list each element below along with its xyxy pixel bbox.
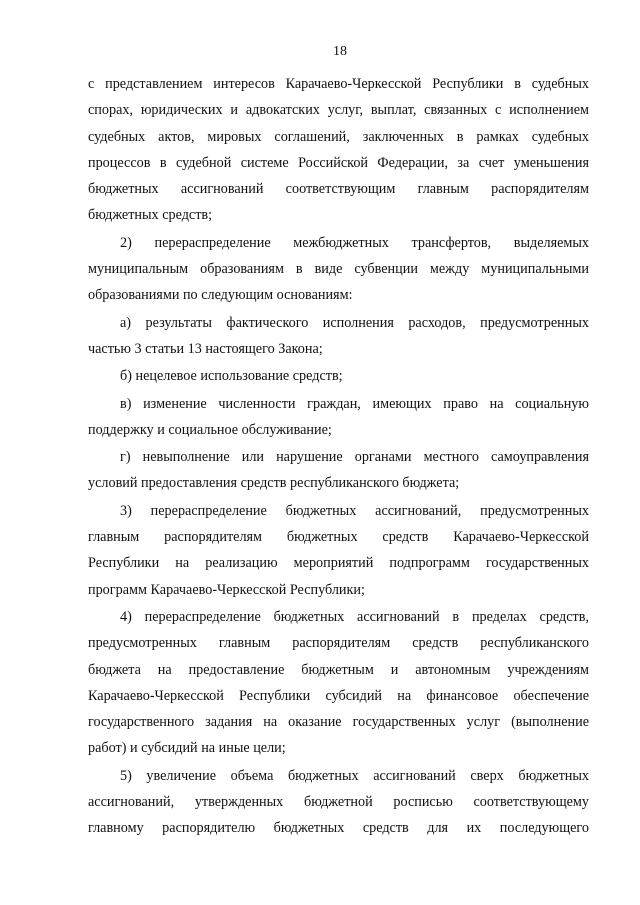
text-line: судебных актов, мировых соглашений, заключенных в рамках судебных: [88, 128, 589, 145]
text-line: в) изменение численности граждан, имеющих право на социальную: [120, 395, 589, 412]
text-line: главному распорядителю бюджетных средств для их последующего: [88, 820, 589, 837]
text-line: 4) перераспределение бюджетных ассигнований в пределах средств,: [120, 608, 589, 625]
text-line: бюджета на предоставление бюджетным и автономным учреждениям: [88, 661, 589, 678]
paragraph-item-5: [88, 763, 589, 842]
text-line: бюджетных ассигнований соответствующим главным распорядителям: [88, 181, 589, 198]
text-line: с представлением интересов Карачаево-Черкесской Республики в судебных: [88, 76, 589, 92]
paragraph-item-3: [88, 498, 589, 603]
text-line: условий предоставления средств республиканского бюджета;: [88, 475, 460, 492]
paragraph-item-2b: [88, 363, 589, 389]
text-line: 3) перераспределение бюджетных ассигнований, предусмотренных: [120, 502, 589, 519]
text-line: частью 3 статьи 13 настоящего Закона;: [88, 340, 323, 357]
text-line: ассигнований, утвержденных бюджетной росписью соответствующему: [88, 794, 589, 811]
text-line: г) невыполнение или нарушение органами местного самоуправления: [120, 449, 589, 466]
text-line: а) результаты фактического исполнения расходов, предусмотренных: [120, 314, 589, 331]
text-line: спорах, юридических и адвокатских услуг, выплат, связанных с исполнением: [88, 102, 589, 119]
text-line: Карачаево-Черкесской Республики субсидий на финансовое обеспечение: [88, 687, 589, 704]
text-line: процессов в судебной системе Российской Федерации, за счет уменьшения: [88, 154, 589, 171]
text-line: образованиями по следующим основаниям:: [88, 287, 353, 304]
text-line: 2) перераспределение межбюджетных трансфертов, выделяемых: [120, 234, 589, 251]
text-line: бюджетных средств;: [88, 207, 213, 224]
text-line: предусмотренных главным распорядителям средств республиканского: [88, 635, 589, 652]
paragraph-continuation: [88, 71, 589, 229]
text-line: главным распорядителям бюджетных средств Карачаево-Черкесской: [88, 529, 589, 546]
text-line: программ Карачаево-Черкесской Республики;: [88, 581, 365, 598]
text-line: государственного задания на оказание государственных услуг (выполнение: [88, 714, 589, 731]
paragraph-item-2a: [88, 310, 589, 363]
text-line: муниципальным образованиям в виде субвенции между муниципальными: [88, 261, 589, 278]
page-number: 18: [333, 44, 347, 59]
paragraph-item-2c: [88, 391, 589, 444]
text-line: работ) и субсидий на иные цели;: [88, 740, 286, 757]
text-line: Республики на реализацию мероприятий подпрограмм государственных: [88, 555, 589, 572]
text-line: поддержку и социальное обслуживание;: [88, 421, 332, 438]
paragraph-item-2: [88, 230, 589, 309]
paragraph-item-2d: [88, 444, 589, 497]
document-body: [88, 71, 589, 842]
text-line: 5) увеличение объема бюджетных ассигнований сверх бюджетных: [120, 767, 589, 784]
paragraph-item-4: [88, 604, 589, 762]
text-line: б) нецелевое использование средств;: [120, 368, 343, 385]
